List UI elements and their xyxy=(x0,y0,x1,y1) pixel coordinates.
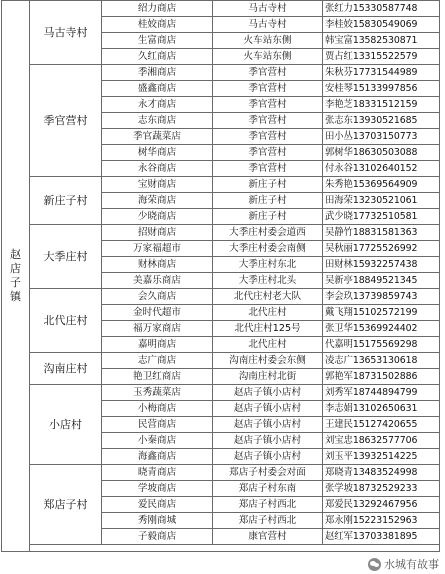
village-name: 马古寺村 xyxy=(30,1,102,65)
shop-name: 美嘉乐商店 xyxy=(102,273,213,289)
shop-name: 会久商店 xyxy=(102,289,213,305)
shop-address: 新庄子村 xyxy=(213,193,323,209)
shop-address: 赵店子镇小店村 xyxy=(213,433,323,449)
shop-name: 志广商店 xyxy=(102,353,213,369)
village-name: 郑店子村 xyxy=(30,465,102,545)
shop-contact: 张卫华15369924402 xyxy=(323,321,440,337)
shop-contact: 田财林15932257438 xyxy=(323,257,440,273)
village-name: 北代庄村 xyxy=(30,289,102,353)
shop-name: 招财商店 xyxy=(102,225,213,241)
shop-address: 北代庄村 xyxy=(213,305,323,321)
shop-name: 秀刚商城 xyxy=(102,513,213,529)
shop-address: 郑店子村西北 xyxy=(213,497,323,513)
shop-name: 季官蔬菜店 xyxy=(102,129,213,145)
shop-contact: 王建民15127420655 xyxy=(323,417,440,433)
shop-name: 久红商店 xyxy=(102,49,213,65)
shop-name: 树华商店 xyxy=(102,145,213,161)
shop-contact: 赵红军13703381895 xyxy=(323,529,440,545)
shop-contact: 朱秀艳15369564909 xyxy=(323,177,440,193)
shop-address: 北代庄村老大队 xyxy=(213,289,323,305)
shop-address: 季官营村 xyxy=(213,161,323,177)
shop-contact: 郭艳军18731502886 xyxy=(323,369,440,385)
table-row xyxy=(2,65,440,81)
shop-name: 爱民商店 xyxy=(102,497,213,513)
shop-contact: 张志东13930521685 xyxy=(323,113,440,129)
shop-address: 大季庄村委会道西 xyxy=(213,225,323,241)
shop-address: 康官营村 xyxy=(213,529,323,545)
table-row-spacer xyxy=(2,545,440,552)
shop-name: 季湘商店 xyxy=(102,65,213,81)
shop-name: 宝财商店 xyxy=(102,177,213,193)
shop-contact: 郑永刚15223152963 xyxy=(323,513,440,529)
shop-contact: 代嘉明15175569298 xyxy=(323,337,440,353)
village-name: 小店村 xyxy=(30,385,102,465)
table-row xyxy=(2,385,440,401)
table-body xyxy=(2,1,440,552)
shop-address: 郑店子村东南 xyxy=(213,481,323,497)
table-row xyxy=(2,177,440,193)
village-name: 新庄子村 xyxy=(30,177,102,225)
wechat-icon xyxy=(368,558,381,571)
shop-directory-table xyxy=(1,0,440,552)
shop-address: 新庄子村 xyxy=(213,177,323,193)
shop-contact: 田海荣13230521061 xyxy=(323,193,440,209)
shop-name: 财林商店 xyxy=(102,257,213,273)
shop-address: 季官营村 xyxy=(213,129,323,145)
shop-contact: 郑晓青13483524998 xyxy=(323,465,440,481)
shop-contact: 张红力15330587748 xyxy=(323,1,440,17)
shop-address: 赵店子镇小店村 xyxy=(213,385,323,401)
shop-contact: 朱秋芬17731544989 xyxy=(323,65,440,81)
shop-address: 季官营村 xyxy=(213,145,323,161)
shop-address: 郑店子村西北 xyxy=(213,513,323,529)
shop-address: 沟南庄村北街 xyxy=(213,369,323,385)
shop-address: 季官营村 xyxy=(213,65,323,81)
empty-cell xyxy=(30,545,440,552)
shop-contact: 韩宝富13582530871 xyxy=(323,33,440,49)
shop-address: 大季庄村东北 xyxy=(213,257,323,273)
shop-contact: 田小丛13703150773 xyxy=(323,129,440,145)
shop-contact: 戴飞翔15102572199 xyxy=(323,305,440,321)
shop-address: 火车站东侧 xyxy=(213,49,323,65)
shop-name: 生富商店 xyxy=(102,33,213,49)
shop-contact: 付永谷13102640152 xyxy=(323,161,440,177)
shop-address: 季官营村 xyxy=(213,113,323,129)
shop-contact: 刘玉平13932514225 xyxy=(323,449,440,465)
shop-address: 北代庄村 xyxy=(213,337,323,353)
shop-name: 小秦商店 xyxy=(102,433,213,449)
shop-name: 学坡商店 xyxy=(102,481,213,497)
shop-name: 少晓商店 xyxy=(102,209,213,225)
shop-address: 火车站东侧 xyxy=(213,33,323,49)
shop-contact: 刘宝忠18632577706 xyxy=(323,433,440,449)
shop-contact: 吴新亭18849521345 xyxy=(323,273,440,289)
shop-name: 海荣商店 xyxy=(102,193,213,209)
shop-address: 沟南庄村委会东侧 xyxy=(213,353,323,369)
shop-contact: 贾占红13315522579 xyxy=(323,49,440,65)
shop-name: 桂姣商店 xyxy=(102,17,213,33)
shop-name: 永才商店 xyxy=(102,97,213,113)
shop-contact: 李艳芝18331512159 xyxy=(323,97,440,113)
shop-contact: 安桂琴15133997856 xyxy=(323,81,440,97)
table-row xyxy=(2,353,440,369)
shop-name: 盛鑫商店 xyxy=(102,81,213,97)
village-name: 沟南庄村 xyxy=(30,353,102,385)
table-row xyxy=(2,465,440,481)
shop-name: 万家福超市 xyxy=(102,241,213,257)
table-row xyxy=(2,289,440,305)
shop-contact: 李志娟13102650631 xyxy=(323,401,440,417)
shop-name: 福万家商店 xyxy=(102,321,213,337)
shop-name: 海鑫商店 xyxy=(102,449,213,465)
shop-contact: 武少晓17732510581 xyxy=(323,209,440,225)
shop-address: 郑店子村委会对面 xyxy=(213,465,323,481)
shop-address: 大季庄村北头 xyxy=(213,273,323,289)
shop-contact: 吴静竹18831581363 xyxy=(323,225,440,241)
shop-name: 绍力商店 xyxy=(102,1,213,17)
shop-name: 晓青商店 xyxy=(102,465,213,481)
village-name: 季官营村 xyxy=(30,65,102,177)
shop-address: 赵店子镇小店村 xyxy=(213,401,323,417)
shop-contact: 张学坡18732529233 xyxy=(323,481,440,497)
watermark-text: 水城有故事 xyxy=(384,558,439,571)
shop-address: 赵店子镇小店村 xyxy=(213,417,323,433)
shop-contact: 李会玖13739859743 xyxy=(323,289,440,305)
shop-address: 大季庄村委会南侧 xyxy=(213,241,323,257)
village-name: 大季庄村 xyxy=(30,225,102,289)
watermark xyxy=(366,556,441,572)
shop-address: 北代庄村125号 xyxy=(213,321,323,337)
shop-name: 民营商店 xyxy=(102,417,213,433)
shop-name: 嘉明商店 xyxy=(102,337,213,353)
shop-contact: 刘秀军18744894799 xyxy=(323,385,440,401)
shop-name: 小梅商店 xyxy=(102,401,213,417)
shop-contact: 李桂姣15830549069 xyxy=(323,17,440,33)
shop-name: 子毅商店 xyxy=(102,529,213,545)
shop-address: 赵店子镇小店村 xyxy=(213,449,323,465)
shop-contact: 郭树华18630503088 xyxy=(323,145,440,161)
shop-address: 马古寺村 xyxy=(213,1,323,17)
shop-address: 马古寺村 xyxy=(213,17,323,33)
shop-name: 艳卫红商店 xyxy=(102,369,213,385)
shop-name: 玉秀蔬菜店 xyxy=(102,385,213,401)
shop-contact: 吴秋丽17725526992 xyxy=(323,241,440,257)
table-row xyxy=(2,225,440,241)
shop-contact: 凌志广13653130618 xyxy=(323,353,440,369)
town-name: 赵店子镇 xyxy=(2,1,30,552)
shop-contact: 郑爱民13292467956 xyxy=(323,497,440,513)
shop-address: 季官营村 xyxy=(213,81,323,97)
shop-address: 季官营村 xyxy=(213,97,323,113)
shop-name: 永谷商店 xyxy=(102,161,213,177)
table-row xyxy=(2,1,440,17)
shop-address: 新庄子村 xyxy=(213,209,323,225)
shop-name: 金时代超市 xyxy=(102,305,213,321)
shop-name: 志东商店 xyxy=(102,113,213,129)
